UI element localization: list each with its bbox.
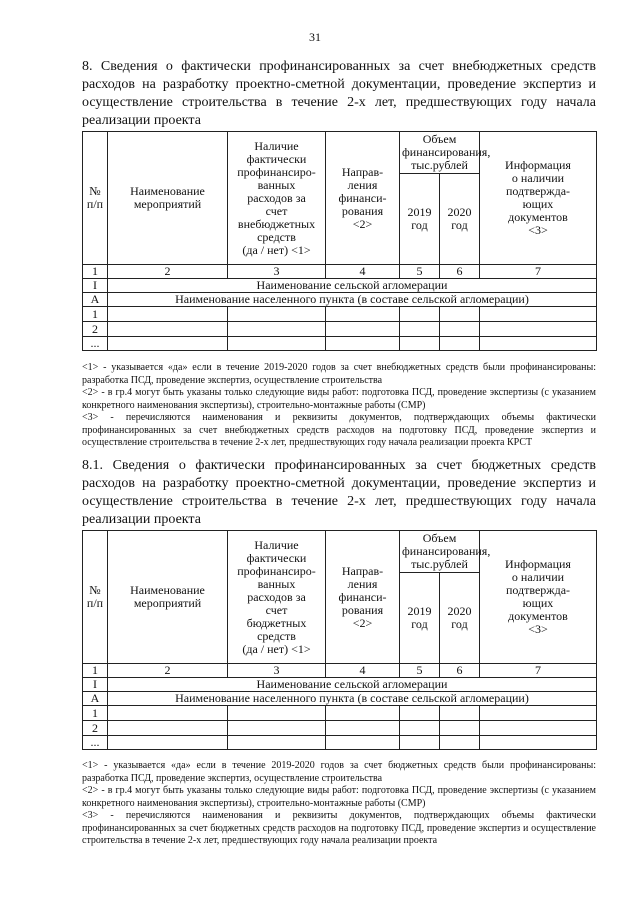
header-info: Информация о наличии подтвержда- ющих документов <3>	[480, 531, 597, 664]
header-availability: Наличие фактически профинансиро- ванных расходов за счет бюджетных средств (да / нет) <1>	[228, 531, 326, 664]
header-name: Наименование мероприятий	[108, 531, 228, 664]
col-number-6: 6	[440, 664, 480, 678]
section-8-heading: 8. Сведения о фактически профинансированных за счет внебюджетных средств расходов на разработку проектно-сметной документации, проведение экспертиз и осуществление строительства в течение 2-х лет, предшествующих году начала реализации проекта	[82, 59, 596, 128]
row-number: 2	[83, 721, 108, 736]
note-1: <1> - указывается «да» если в течение 2019-2020 годов за счет внебюджетных средств были профинансированы: разработка ПСД, проведение экспертиз, осуществление строительства	[82, 362, 596, 386]
header-volume: Объем финансирования, тыс.рублей	[400, 531, 480, 573]
row-A-num: А	[83, 692, 108, 706]
row-I-num: I	[83, 678, 108, 692]
row-number: 1	[83, 706, 108, 721]
col-number-3: 3	[228, 265, 326, 279]
table-row	[83, 322, 597, 337]
row-number: 2	[83, 322, 108, 337]
row-I-num: I	[83, 279, 108, 293]
section-8-1-table	[82, 530, 597, 750]
table-row	[83, 307, 597, 322]
col-number-7: 7	[480, 265, 597, 279]
note-3: <3> - перечисляются наименования и реквизиты документов, подтверждающих объемы фактически профинансированных за счет бюджетных средств расходов на подготовку ПСД, проведение экспертиз и осуществление строительства в течение 2-х лет, предшествующих году начала реализации проекта	[82, 810, 596, 846]
header-year-2020: 2020 год	[440, 174, 480, 265]
col-number-2: 2	[108, 265, 228, 279]
header-num: № п/п	[83, 531, 108, 664]
section-8-table	[82, 131, 597, 351]
header-name: Наименование мероприятий	[108, 132, 228, 265]
row-I-text: Наименование сельской агломерации	[108, 678, 597, 692]
col-number-5: 5	[400, 664, 440, 678]
note-2: <2> - в гр.4 могут быть указаны только следующие виды работ: подготовка ПСД, проведение экспертизы (с указанием конкретного наименования экспертизы), строительно-монтажные работы (СМР)	[82, 785, 596, 809]
row-A-text: Наименование населенного пункта (в составе сельской агломерации)	[108, 293, 597, 307]
header-year-2019: 2019 год	[400, 573, 440, 664]
col-number-4: 4	[326, 664, 400, 678]
col-number-5: 5	[400, 265, 440, 279]
row-number: ...	[83, 736, 108, 750]
header-availability: Наличие фактически профинансиро- ванных расходов за счет внебюджетных средств (да / нет) <1>	[228, 132, 326, 265]
table-row	[83, 736, 597, 750]
table-row	[83, 706, 597, 721]
section-8-1-heading: 8.1. Сведения о фактически профинансированных за счет бюджетных средств расходов на разработку проектно-сметной документации, проведение экспертиз и осуществление строительства в течение 2-х лет, предшествующих году начала реализации проекта	[82, 458, 596, 527]
col-number-7: 7	[480, 664, 597, 678]
table-row	[83, 721, 597, 736]
section-8-1-notes	[82, 760, 596, 848]
row-I-text: Наименование сельской агломерации	[108, 279, 597, 293]
col-number-3: 3	[228, 664, 326, 678]
col-number-2: 2	[108, 664, 228, 678]
page-number: 31	[309, 30, 321, 44]
section-8-notes	[82, 362, 596, 450]
header-direction: Направ- ления финанси- рования <2>	[326, 531, 400, 664]
header-year-2019: 2019 год	[400, 174, 440, 265]
note-2: <2> - в гр.4 могут быть указаны только следующие виды работ: подготовка ПСД, проведение экспертизы (с указанием конкретного наименования экспертизы), строительно-монтажные работы (СМР)	[82, 387, 596, 411]
table-row	[83, 337, 597, 351]
col-number-1: 1	[83, 664, 108, 678]
header-volume: Объем финансирования, тыс.рублей	[400, 132, 480, 174]
header-info: Информация о наличии подтвержда- ющих документов <3>	[480, 132, 597, 265]
note-1: <1> - указывается «да» если в течение 2019-2020 годов за счет бюджетных средств были профинансированы: разработка ПСД, проведение экспертиз, осуществление строительства	[82, 760, 596, 784]
header-year-2020: 2020 год	[440, 573, 480, 664]
row-number: ...	[83, 337, 108, 351]
header-direction: Направ- ления финанси- рования <2>	[326, 132, 400, 265]
col-number-6: 6	[440, 265, 480, 279]
col-number-4: 4	[326, 265, 400, 279]
row-A-num: А	[83, 293, 108, 307]
col-number-1: 1	[83, 265, 108, 279]
row-number: 1	[83, 307, 108, 322]
note-3: <3> - перечисляются наименования и реквизиты документов, подтверждающих объемы фактически профинансированных за счет внебюджетных средств расходов на подготовку ПСД, проведение экспертиз и осуществление строительства в течение 2-х лет, предшествующих году начала реализации проекта КРСТ	[82, 412, 596, 448]
row-A-text: Наименование населенного пункта (в составе сельской агломерации)	[108, 692, 597, 706]
header-num: № п/п	[83, 132, 108, 265]
